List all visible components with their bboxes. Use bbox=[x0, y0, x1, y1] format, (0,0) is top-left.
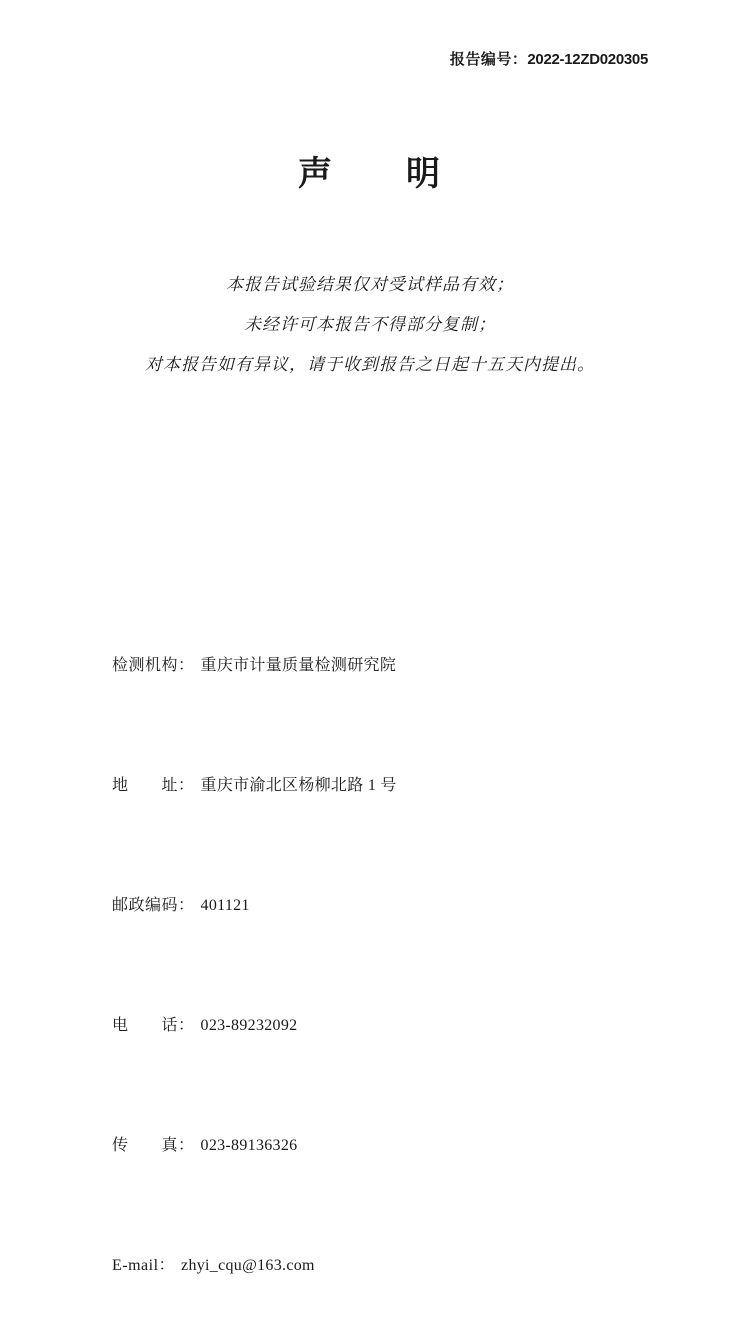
contact-row-address bbox=[88, 726, 397, 846]
contact-row-postcode bbox=[88, 846, 397, 966]
contact-label-phone: 电 话： bbox=[112, 1017, 195, 1034]
statement-line-1: 本报告试验结果仅对受试样品有效； bbox=[226, 275, 514, 294]
report-number-value: 2022-12ZD020305 bbox=[527, 51, 648, 68]
contact-value-postcode: 401121 bbox=[200, 897, 250, 914]
contact-label-email: E-mail： bbox=[112, 1257, 176, 1274]
contact-label-postcode: 邮政编码： bbox=[112, 897, 195, 914]
contact-value-email: zhyi_cqu@163.com bbox=[181, 1257, 315, 1274]
page-title: 声 明 bbox=[298, 156, 442, 193]
contact-value-agency: 重庆市计量质量检测研究院 bbox=[200, 657, 397, 674]
contact-label-address: 地 址： bbox=[112, 777, 195, 794]
report-number-line bbox=[450, 50, 648, 70]
contact-value-address: 重庆市渝北区杨柳北路 1 号 bbox=[200, 777, 397, 794]
contact-row-fax bbox=[88, 1086, 397, 1206]
report-number-label: 报告编号： bbox=[449, 51, 528, 68]
contact-row-email bbox=[88, 1206, 397, 1326]
contact-value-fax: 023-89136326 bbox=[200, 1137, 298, 1154]
contact-label-fax: 传 真： bbox=[112, 1137, 195, 1154]
statement-line-2: 未经许可本报告不得部分复制； bbox=[244, 315, 496, 334]
contact-label-agency: 检测机构： bbox=[112, 657, 195, 674]
contact-value-phone: 023-89232092 bbox=[200, 1017, 298, 1034]
contact-block bbox=[88, 606, 397, 1326]
contact-row-agency bbox=[88, 606, 397, 726]
contact-row-phone bbox=[88, 966, 397, 1086]
statement-line-3: 对本报告如有异议，请于收到报告之日起十五天内提出。 bbox=[145, 355, 595, 374]
statement-list bbox=[0, 265, 740, 385]
